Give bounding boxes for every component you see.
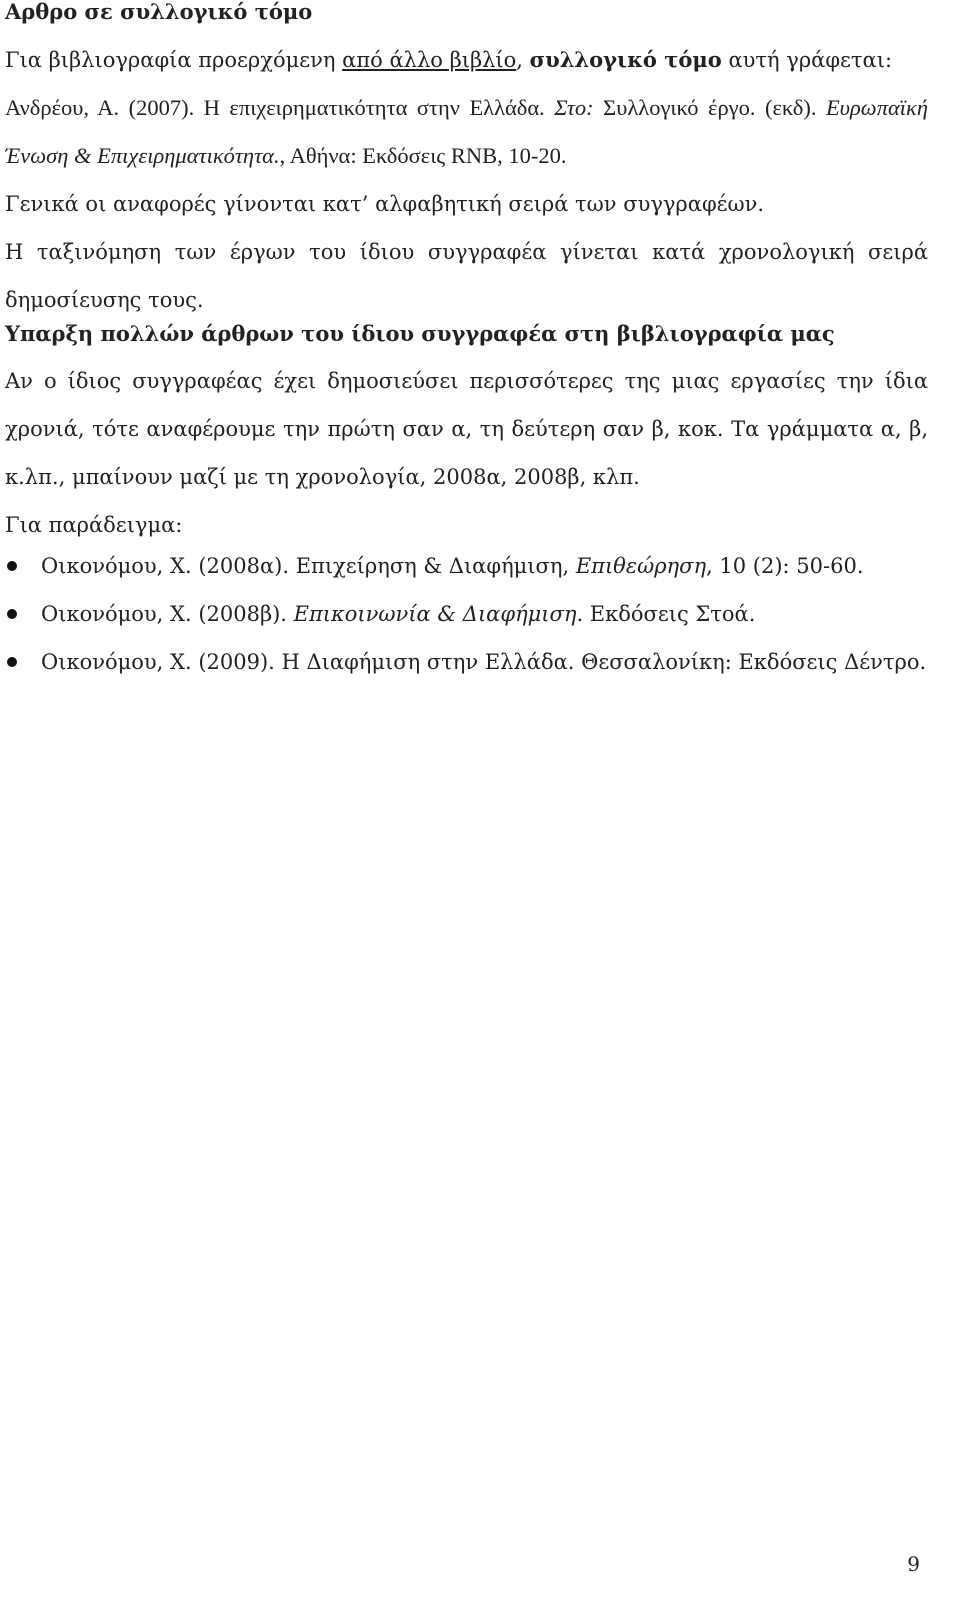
example-author-title: Ανδρέου, Α. (2007). Η επιχειρηματικότητα στην Ελλάδα. bbox=[5, 95, 555, 120]
reference-text: Οικονόμου, Χ. (2009). Η Διαφήμιση στην Ελλάδα. Θεσσαλονίκη: Εκδόσεις Δέντρο. bbox=[41, 650, 927, 674]
collective-volume-term: συλλογικό τόμο bbox=[529, 47, 722, 72]
bullet-icon bbox=[7, 609, 17, 619]
intro-lead: Για βιβλιογραφία προερχόμενη bbox=[5, 48, 343, 72]
reference-text-after: , 10 (2): 50-60. bbox=[706, 554, 864, 578]
multiple-articles-paragraph: Αν ο ίδιος συγγραφέας έχει δημοσιεύσει περισσότερες της μιας εργασίες την ίδια χρονιά, τότε αναφέρουμε την πρώτη σαν α, τη δεύτερη σαν β, κοκ. Τα γράμματα α, β, κ.λπ., μπαίνουν μαζί με τη χρονολογία, 2008α, 2008β, κλπ. bbox=[5, 369, 928, 489]
list-item bbox=[5, 638, 928, 686]
reference-text: Οικονόμου, Χ. (2008α). Επιχείρηση & Διαφήμιση, bbox=[41, 554, 576, 578]
from-other-book-link[interactable]: από άλλο βιβλίο bbox=[342, 48, 517, 72]
intro-separator: , bbox=[516, 48, 530, 72]
rule-chronological-order: Η ταξινόμηση των έργων του ίδιου συγγραφέα γίνεται κατά χρονολογική σειρά δημοσίευσης τους. bbox=[5, 240, 928, 312]
reference-italic: Επιθεώρηση bbox=[575, 554, 707, 578]
example-publisher: , Αθήνα: Εκδόσεις RNB, 10-20. bbox=[279, 143, 567, 168]
bullet-icon bbox=[7, 561, 17, 571]
intro-tail: αυτή γράφεται: bbox=[721, 48, 893, 72]
section-body-collective-volume bbox=[5, 36, 928, 324]
example-reference bbox=[5, 84, 928, 180]
reference-italic: Επικοινωνία & Διαφήμιση. bbox=[293, 602, 584, 626]
example-in-label: Στο: bbox=[554, 95, 594, 120]
list-item bbox=[5, 542, 928, 590]
document-page bbox=[5, 0, 928, 1617]
reference-text-after: Εκδόσεις Στοά. bbox=[583, 602, 756, 626]
example-label: Για παράδειγμα: bbox=[5, 513, 183, 537]
section-body-multiple-articles bbox=[5, 357, 928, 549]
section-heading-collective-volume: Αρθρο σε συλλογικό τόμο bbox=[5, 0, 313, 24]
example-book-title: Ευρωπαϊκή Ένωση & Επιχειρηματικότητα. bbox=[5, 95, 928, 168]
rule-alphabetical-order: Γενικά οι αναφορές γίνονται κατ’ αλφαβητική σειρά των συγγραφέων. bbox=[5, 192, 765, 216]
reference-text: Οικονόμου, Χ. (2008β). bbox=[41, 602, 294, 626]
bullet-icon bbox=[7, 657, 17, 667]
example-collective-work: Συλλογικό έργο. (εκδ). bbox=[593, 95, 826, 120]
reference-list bbox=[5, 542, 928, 686]
page-number: 9 bbox=[907, 1552, 920, 1576]
list-item bbox=[5, 590, 928, 638]
section-heading-multiple-articles: Υπαρξη πολλών άρθρων του ίδιου συγγραφέα στη βιβλιογραφία μας bbox=[5, 321, 835, 346]
intro-paragraph bbox=[5, 36, 928, 84]
